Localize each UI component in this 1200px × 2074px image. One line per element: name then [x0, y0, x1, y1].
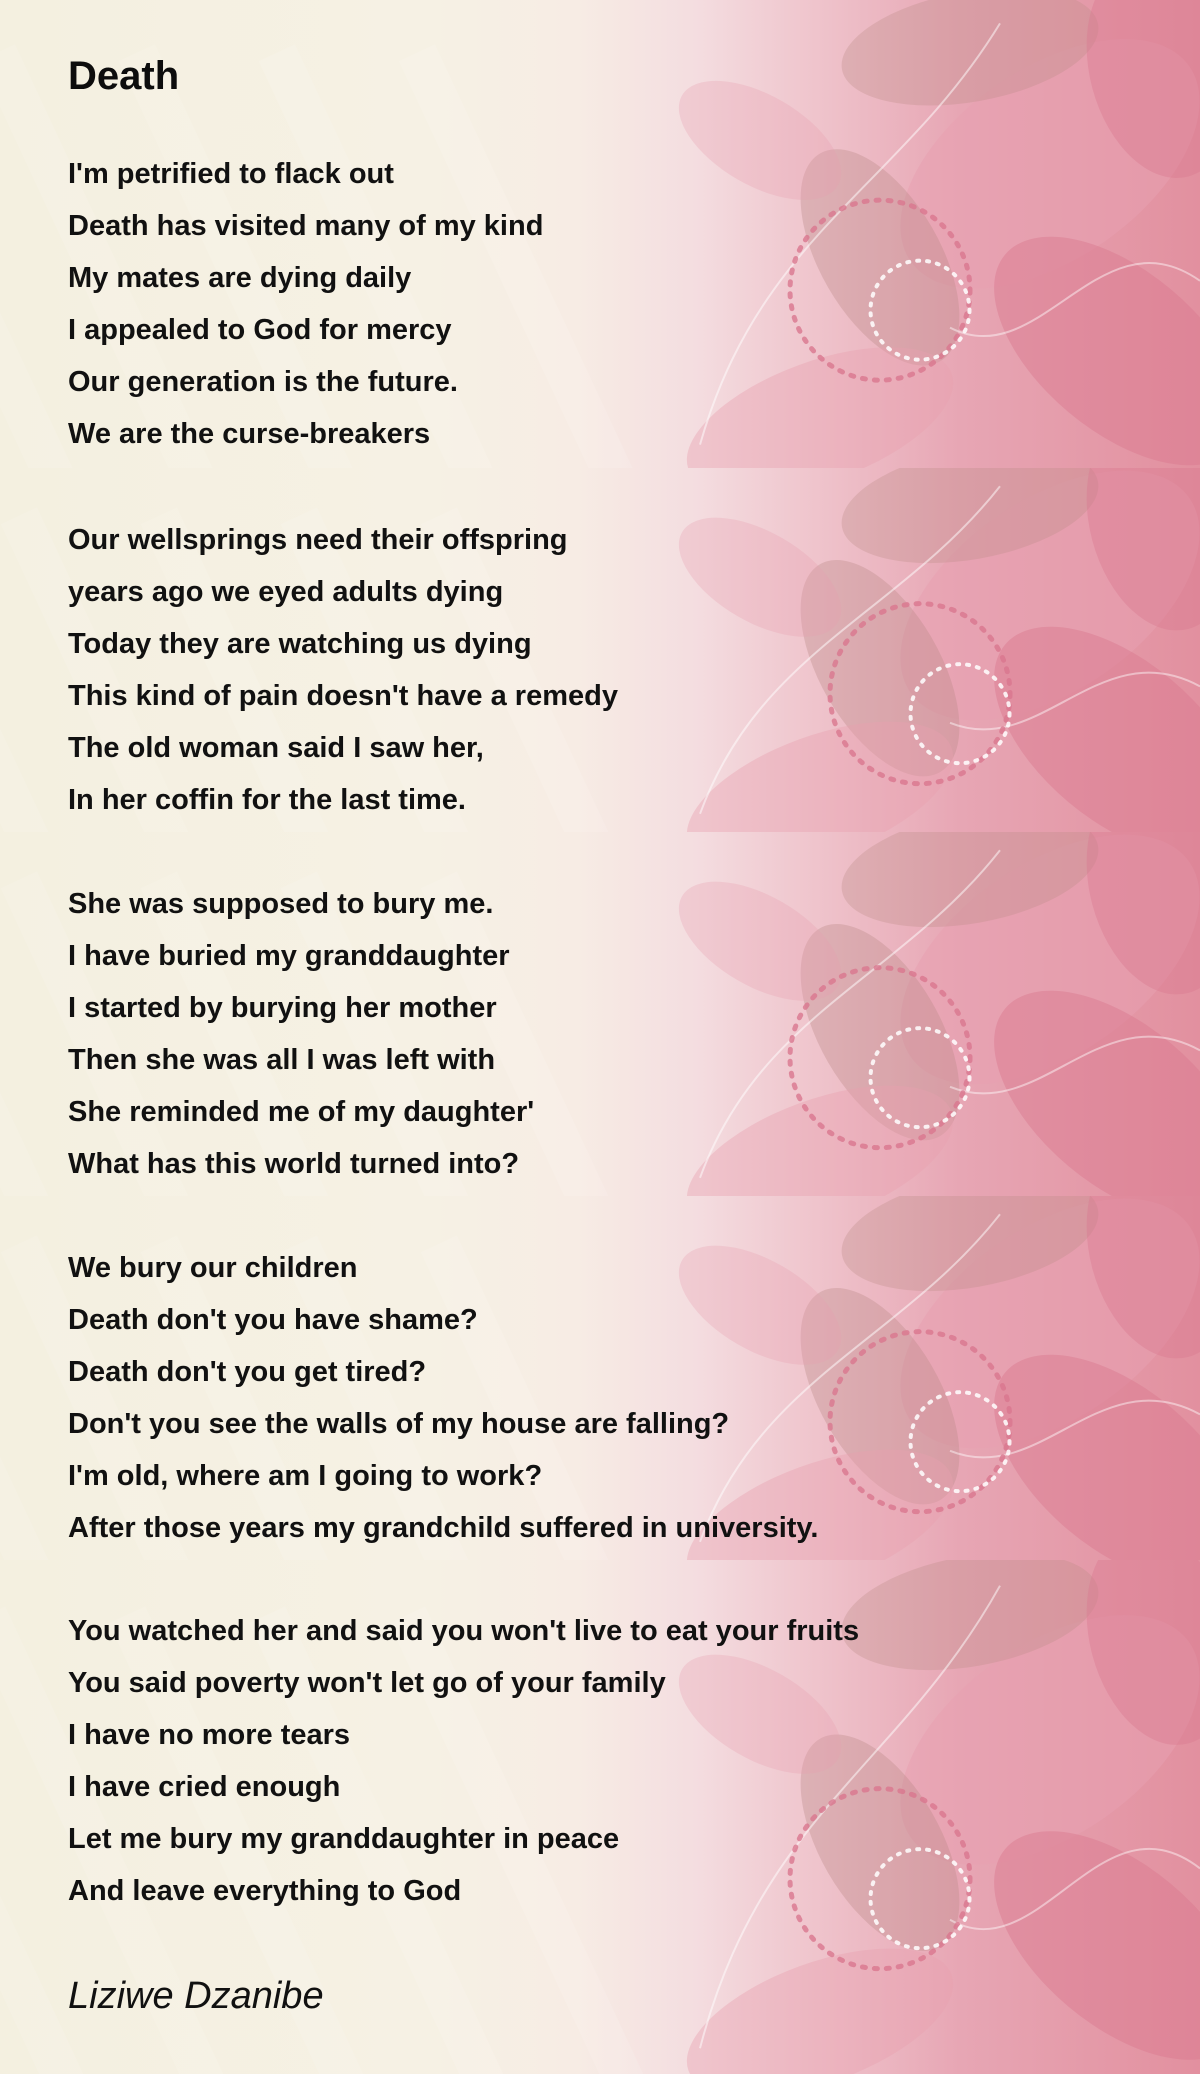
- stanza-5: [68, 1605, 1168, 1917]
- poem-line: This kind of pain doesn't have a remedy: [68, 680, 618, 712]
- poem-line: Death don't you have shame?: [68, 1304, 478, 1336]
- poem-line: After those years my grandchild suffered in university.: [68, 1512, 819, 1544]
- poem-line: Then she was all I was left with: [68, 1044, 496, 1076]
- poem-line: I have buried my granddaughter: [68, 940, 510, 972]
- poem-line: years ago we eyed adults dying: [68, 576, 504, 608]
- poem-line: The old woman said I saw her,: [68, 732, 484, 764]
- poem-line: My mates are dying daily: [68, 262, 412, 294]
- poem-line: I'm petrified to flack out: [68, 158, 394, 190]
- poem-line: Death has visited many of my kind: [68, 210, 544, 242]
- poem-line: And leave everything to God: [68, 1875, 462, 1907]
- poem-line: Don't you see the walls of my house are falling?: [68, 1408, 730, 1440]
- poem-line: I appealed to God for mercy: [68, 314, 452, 346]
- poem-title: Death: [68, 54, 180, 98]
- poem-line: We bury our children: [68, 1252, 358, 1284]
- poem-line: I have cried enough: [68, 1771, 341, 1803]
- stanza-2: [68, 514, 1168, 826]
- poem-line: I have no more tears: [68, 1719, 351, 1751]
- stanza-4: [68, 1242, 1168, 1554]
- poem-line: What has this world turned into?: [68, 1148, 520, 1180]
- poem-line: Our generation is the future.: [68, 366, 458, 398]
- poem-line: In her coffin for the last time.: [68, 784, 466, 816]
- poem-author: Liziwe Dzanibe: [68, 1975, 324, 2017]
- stanza-3: [68, 878, 1168, 1190]
- poem-line: You said poverty won't let go of your family: [68, 1667, 666, 1699]
- poem-line: Death don't you get tired?: [68, 1356, 427, 1388]
- poem-line: I started by burying her mother: [68, 992, 497, 1024]
- poem-line: Let me bury my granddaughter in peace: [68, 1823, 620, 1855]
- poem-line: She reminded me of my daughter': [68, 1096, 535, 1128]
- poem-line: We are the curse-breakers: [68, 418, 431, 450]
- poem-line: You watched her and said you won't live to eat your fruits: [68, 1615, 860, 1647]
- poem-line: I'm old, where am I going to work?: [68, 1460, 543, 1492]
- poem-line: Our wellsprings need their offspring: [68, 524, 568, 556]
- poem-line: Today they are watching us dying: [68, 628, 532, 660]
- poem-line: She was supposed to bury me.: [68, 888, 494, 920]
- stanza-1: [68, 148, 1168, 460]
